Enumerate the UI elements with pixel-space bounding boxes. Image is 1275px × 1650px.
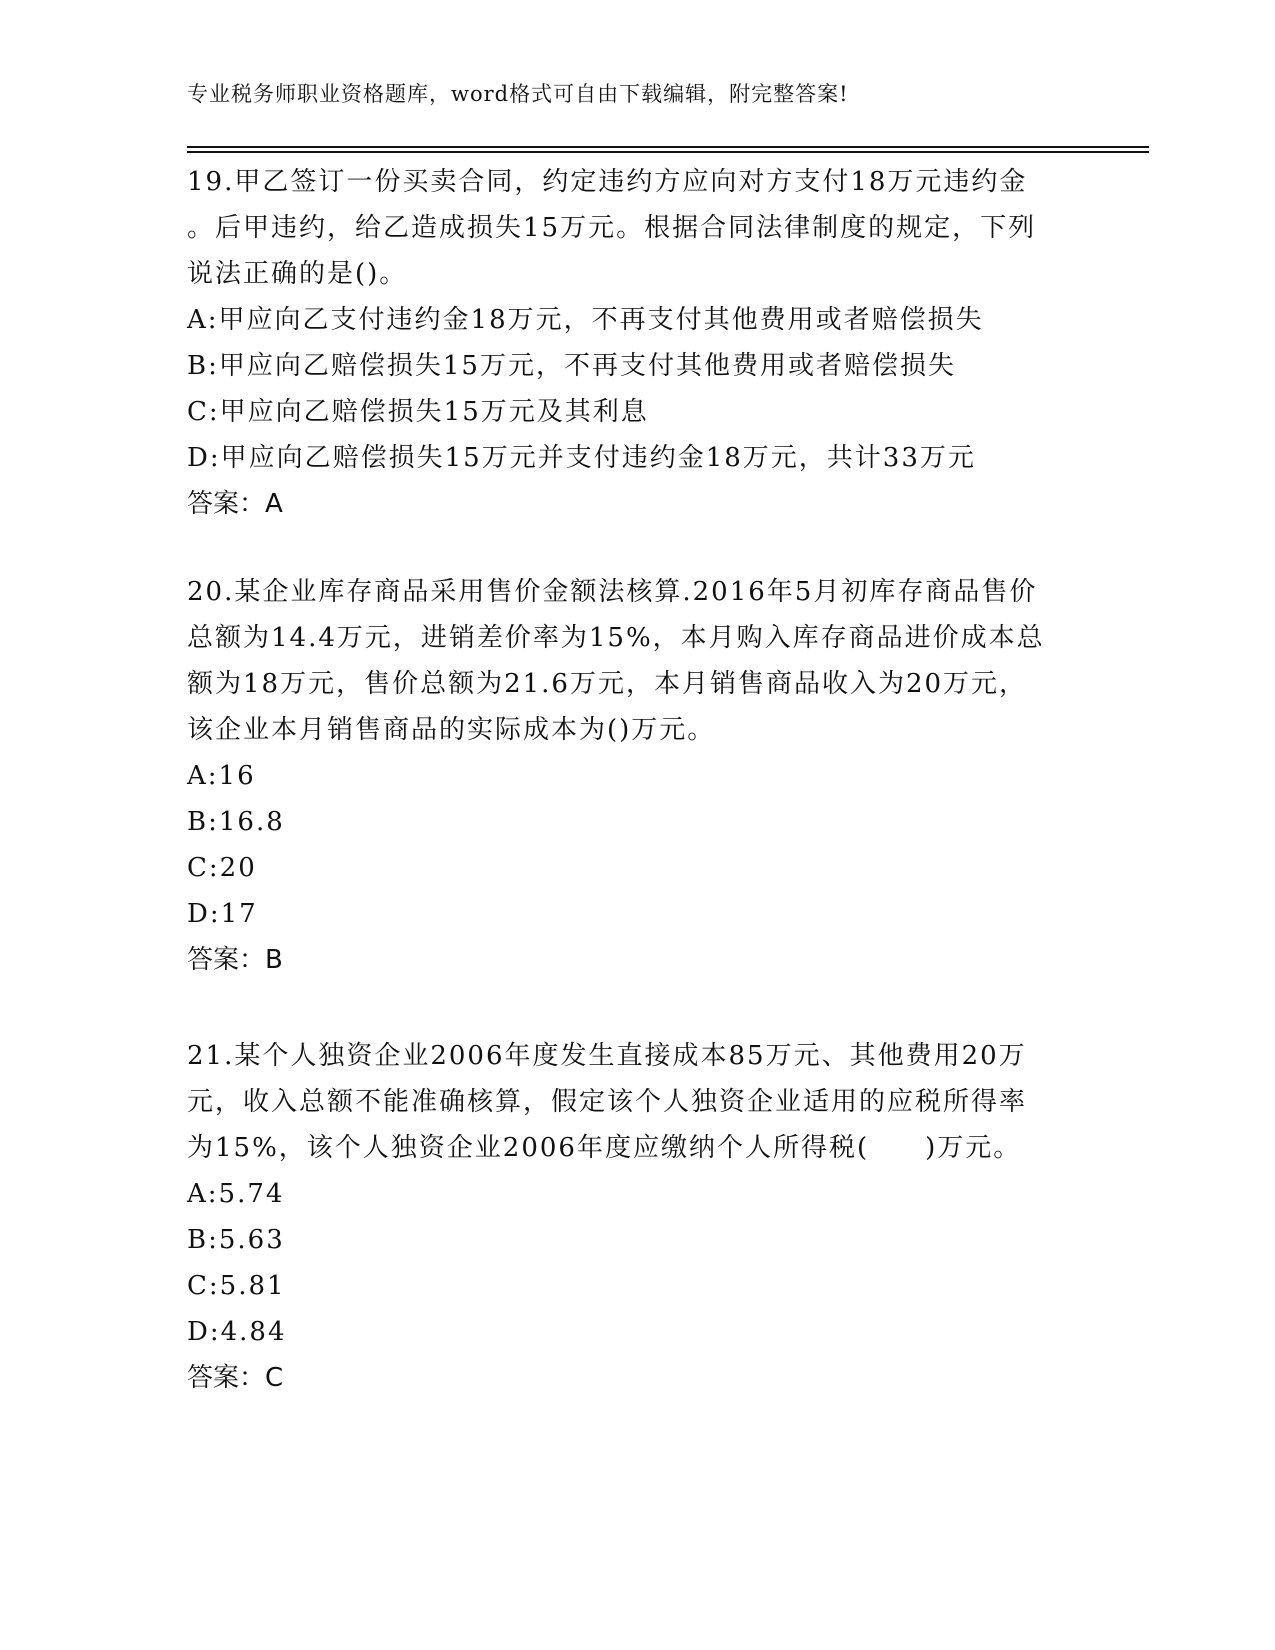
- option-a: A:16: [187, 761, 256, 791]
- header-rule-top: [187, 146, 1149, 148]
- question-text-line: 20.某企业库存商品采用售价金额法核算.2016年5月初库存商品售价: [187, 577, 1038, 607]
- question-text-line: 21.某个人独资企业2006年度发生直接成本85万元、其他费用20万: [187, 1041, 1027, 1071]
- option-c: C:甲应向乙赔偿损失15万元及其利息: [187, 397, 649, 427]
- option-d: D:4.84: [187, 1317, 287, 1347]
- question-text-line: 19.甲乙签订一份买卖合同，约定违约方应向对方支付18万元违约金: [187, 167, 1028, 197]
- header-rule-bottom: [187, 151, 1149, 153]
- option-c: C:5.81: [187, 1271, 286, 1301]
- question-19: [187, 159, 1087, 527]
- question-21: [187, 1033, 1087, 1401]
- answer-label: 答案：A: [187, 489, 283, 519]
- question-20: [187, 569, 1087, 983]
- question-text-line: 说法正确的是()。: [187, 259, 408, 289]
- option-d: D:甲应向乙赔偿损失15万元并支付违约金18万元，共计33万元: [187, 443, 976, 473]
- option-b: B:5.63: [187, 1225, 285, 1255]
- question-text-line: 。后甲违约，给乙造成损失15万元。根据合同法律制度的规定，下列: [187, 213, 1037, 243]
- question-text-line: 额为18万元，售价总额为21.6万元，本月销售商品收入为20万元，: [187, 669, 1028, 699]
- question-text-line: 为15%，该个人独资企业2006年度应缴纳个人所得税( )万元。: [187, 1133, 1022, 1163]
- answer-label: 答案：B: [187, 945, 283, 975]
- option-c: C:20: [187, 853, 257, 883]
- option-b: B:甲应向乙赔偿损失15万元，不再支付其他费用或者赔偿损失: [187, 351, 956, 381]
- answer-label: 答案：C: [187, 1363, 284, 1393]
- page-header: 专业税务师职业资格题库，word格式可自由下载编辑，附完整答案!: [187, 82, 849, 106]
- question-text-line: 总额为14.4万元，进销差价率为15%，本月购入库存商品进价成本总: [187, 623, 1045, 653]
- question-text-line: 元，收入总额不能准确核算，假定该个人独资企业适用的应税所得率: [187, 1087, 1028, 1117]
- option-d: D:17: [187, 899, 258, 929]
- question-text-line: 该企业本月销售商品的实际成本为()万元。: [187, 715, 716, 745]
- option-a: A:甲应向乙支付违约金18万元，不再支付其他费用或者赔偿损失: [187, 305, 984, 335]
- option-b: B:16.8: [187, 807, 285, 837]
- option-a: A:5.74: [187, 1179, 285, 1209]
